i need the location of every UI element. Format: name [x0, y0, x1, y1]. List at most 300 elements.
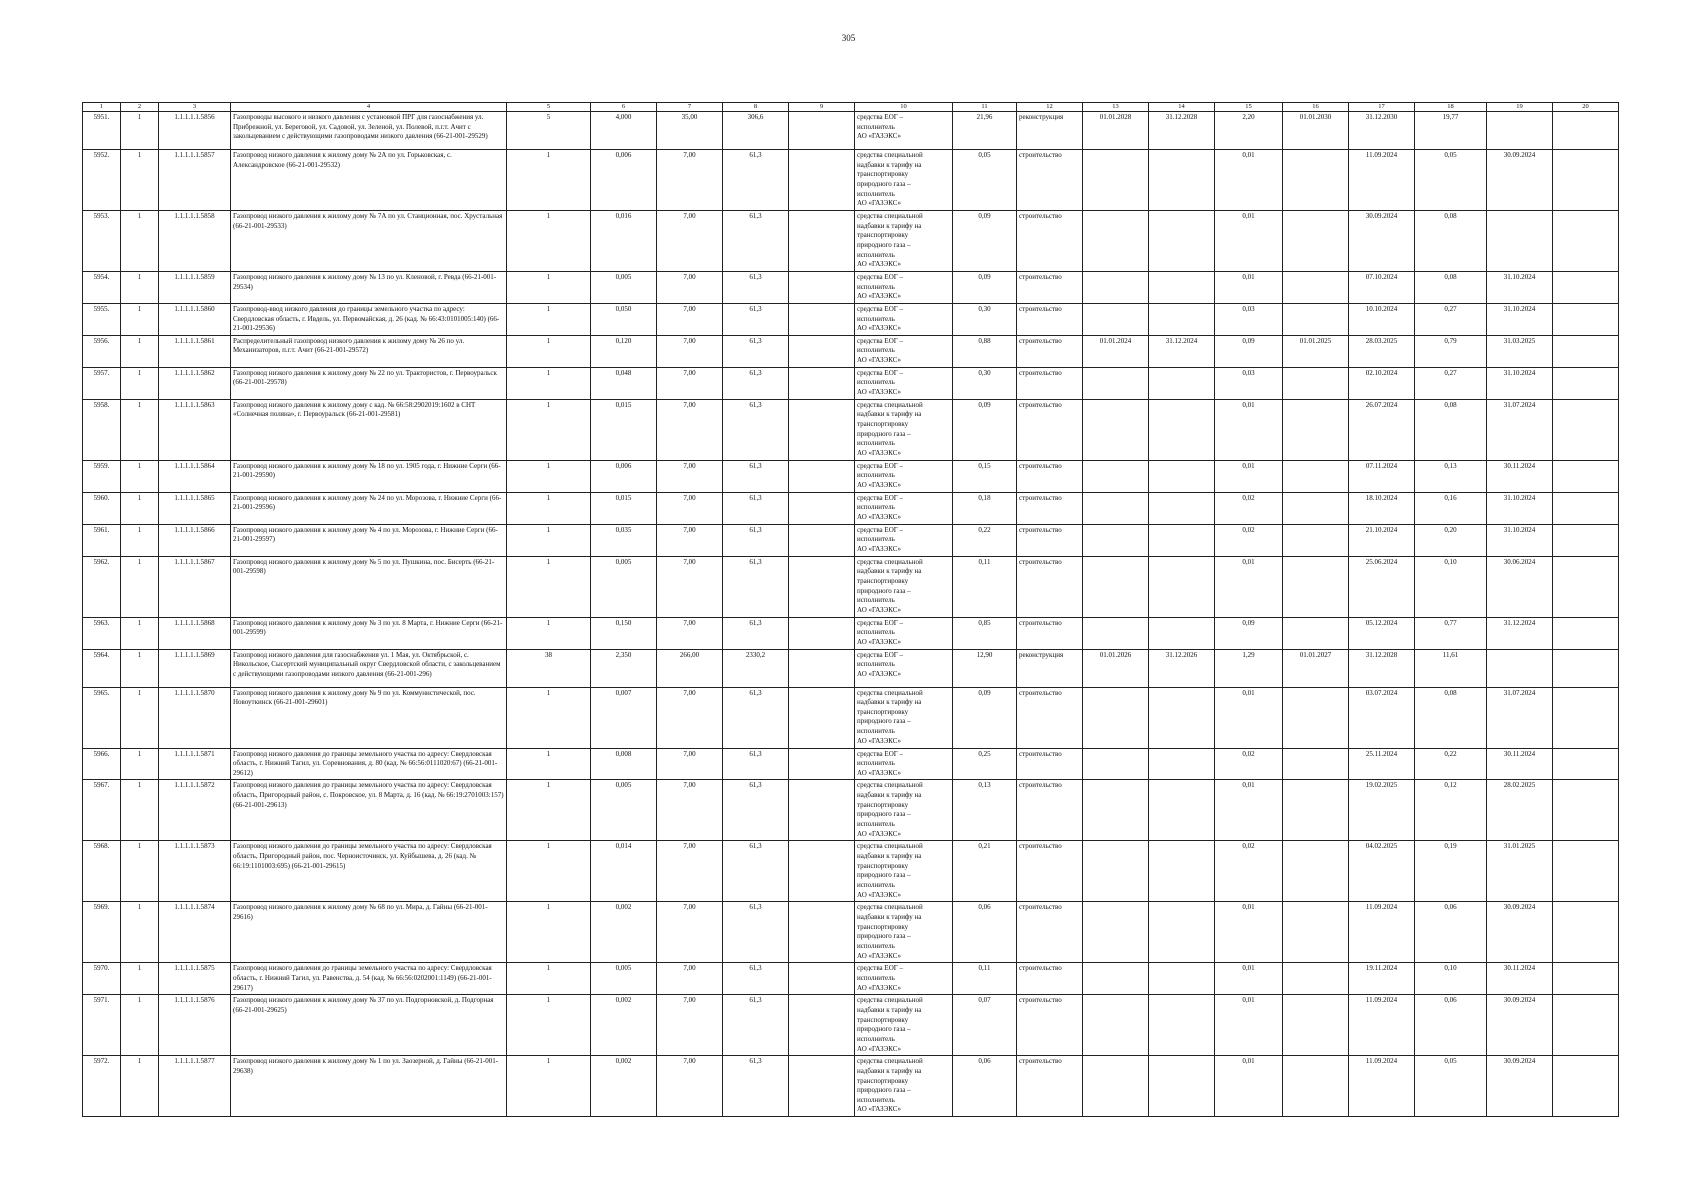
cell-value-col-9: [789, 963, 855, 995]
cell-cost-design: 0,01: [1215, 687, 1283, 748]
cell-value-col-9: [789, 210, 855, 271]
cell-row-number: 5957.: [83, 367, 121, 399]
cell-end-date-design: [1149, 995, 1215, 1056]
cell-cost-build: 11,61: [1415, 649, 1487, 687]
cell-cost-build: 0,10: [1415, 963, 1487, 995]
cell-start-date-build: [1283, 995, 1349, 1056]
cell-end-date-build: 11.09.2024: [1349, 995, 1415, 1056]
cell-work-type: строительство: [1017, 902, 1083, 963]
cell-work-type: строительство: [1017, 399, 1083, 460]
cell-cost-total: 0,25: [953, 748, 1017, 780]
cell-funding-source: средства специальной надбавки к тарифу на транспортировку природного газа – исполнитель АО «ГАЗЭКС»: [855, 1056, 953, 1117]
cell-value-col-5: 1: [507, 399, 591, 460]
cell-row-number: 5951.: [83, 112, 121, 150]
cell-object-code: 1.1.1.1.1.5859: [159, 271, 231, 303]
cell-value-col-9: [789, 460, 855, 492]
cell-cost-design: 0,01: [1215, 1056, 1283, 1117]
cell-funding-source: средства специальной надбавки к тарифу на транспортировку природного газа – исполнитель АО «ГАЗЭКС»: [855, 556, 953, 617]
cell-group-number: 1: [121, 649, 159, 687]
cell-cost-total: 0,13: [953, 780, 1017, 841]
cell-object-code: 1.1.1.1.1.5874: [159, 902, 231, 963]
cell-cost-total: 0,11: [953, 556, 1017, 617]
cell-group-number: 1: [121, 617, 159, 649]
cell-end-date-design: [1149, 271, 1215, 303]
column-number: 14: [1149, 103, 1215, 112]
cell-row-number: 5961.: [83, 524, 121, 556]
cell-value-col-7: 7,00: [657, 335, 723, 367]
cell-funding-source: средства специальной надбавки к тарифу на транспортировку природного газа – исполнитель АО «ГАЗЭКС»: [855, 150, 953, 211]
cell-cost-total: 0,06: [953, 1056, 1017, 1117]
cell-cost-design: 0,03: [1215, 367, 1283, 399]
cell-row-number: 5966.: [83, 748, 121, 780]
cell-object-description: Газопровод низкого давления к жилому дому № 5 по ул. Пушкина, пос. Бисерть (66-21-001-29598): [231, 556, 507, 617]
cell-commissioning-date: [1487, 210, 1553, 271]
cell-work-type: строительство: [1017, 617, 1083, 649]
cell-value-col-8: 61,3: [723, 210, 789, 271]
cell-value-col-20: [1553, 902, 1619, 963]
cell-value-col-8: 61,3: [723, 687, 789, 748]
cell-funding-source: средства ЕОГ – исполнитель АО «ГАЗЭКС»: [855, 748, 953, 780]
cell-cost-total: 0,88: [953, 335, 1017, 367]
cell-object-description: Газопровод низкого давления к жилому дому № 13 по ул. Кленовой, г. Ревда (66-21-001-29534): [231, 271, 507, 303]
cell-value-col-8: 61,3: [723, 841, 789, 902]
cell-cost-build: 0,27: [1415, 367, 1487, 399]
column-number: 18: [1415, 103, 1487, 112]
cell-end-date-build: 31.12.2030: [1349, 112, 1415, 150]
cell-row-number: 5972.: [83, 1056, 121, 1117]
cell-value-col-5: 38: [507, 649, 591, 687]
cell-start-date-design: 01.01.2024: [1083, 335, 1149, 367]
cell-cost-build: 0,27: [1415, 303, 1487, 335]
cell-value-col-7: 7,00: [657, 748, 723, 780]
cell-commissioning-date: 31.10.2024: [1487, 492, 1553, 524]
cell-value-col-7: 35,00: [657, 112, 723, 150]
cell-commissioning-date: 30.09.2024: [1487, 995, 1553, 1056]
cell-row-number: 5968.: [83, 841, 121, 902]
cell-end-date-design: [1149, 1056, 1215, 1117]
cell-value-col-9: [789, 649, 855, 687]
cell-group-number: 1: [121, 687, 159, 748]
cell-funding-source: средства ЕОГ – исполнитель АО «ГАЗЭКС»: [855, 335, 953, 367]
cell-value-col-8: 61,3: [723, 963, 789, 995]
cell-object-code: 1.1.1.1.1.5876: [159, 995, 231, 1056]
cell-length-km: 0,005: [591, 780, 657, 841]
cell-value-col-9: [789, 112, 855, 150]
table-row: [83, 995, 1619, 1056]
cell-funding-source: средства ЕОГ – исполнитель АО «ГАЗЭКС»: [855, 649, 953, 687]
cell-start-date-build: [1283, 556, 1349, 617]
cell-value-col-9: [789, 748, 855, 780]
cell-end-date-build: 07.10.2024: [1349, 271, 1415, 303]
cell-work-type: строительство: [1017, 841, 1083, 902]
cell-cost-design: 0,02: [1215, 524, 1283, 556]
cell-end-date-design: 31.12.2028: [1149, 112, 1215, 150]
cell-object-code: 1.1.1.1.1.5861: [159, 335, 231, 367]
cell-row-number: 5964.: [83, 649, 121, 687]
cell-value-col-8: 61,3: [723, 303, 789, 335]
cell-cost-design: 0,02: [1215, 841, 1283, 902]
cell-cost-design: 0,09: [1215, 617, 1283, 649]
cell-cost-total: 0,09: [953, 687, 1017, 748]
cell-value-col-8: 61,3: [723, 617, 789, 649]
cell-end-date-build: 11.09.2024: [1349, 902, 1415, 963]
cell-work-type: реконструкция: [1017, 649, 1083, 687]
cell-length-km: 0,050: [591, 303, 657, 335]
cell-value-col-9: [789, 524, 855, 556]
cell-value-col-9: [789, 780, 855, 841]
cell-group-number: 1: [121, 963, 159, 995]
cell-end-date-build: 04.02.2025: [1349, 841, 1415, 902]
cell-value-col-7: 266,00: [657, 649, 723, 687]
cell-length-km: 0,006: [591, 150, 657, 211]
cell-cost-design: 0,01: [1215, 780, 1283, 841]
cell-row-number: 5967.: [83, 780, 121, 841]
cell-end-date-design: [1149, 748, 1215, 780]
cell-start-date-design: [1083, 399, 1149, 460]
cell-funding-source: средства ЕОГ – исполнитель АО «ГАЗЭКС»: [855, 460, 953, 492]
cell-end-date-design: [1149, 210, 1215, 271]
cell-start-date-build: [1283, 210, 1349, 271]
cell-start-date-build: [1283, 460, 1349, 492]
cell-start-date-build: [1283, 492, 1349, 524]
cell-cost-build: 0,12: [1415, 780, 1487, 841]
cell-work-type: строительство: [1017, 210, 1083, 271]
column-number: 19: [1487, 103, 1553, 112]
cell-group-number: 1: [121, 303, 159, 335]
cell-value-col-20: [1553, 780, 1619, 841]
cell-start-date-build: [1283, 748, 1349, 780]
cell-funding-source: средства ЕОГ – исполнитель АО «ГАЗЭКС»: [855, 367, 953, 399]
cell-start-date-build: [1283, 841, 1349, 902]
cell-value-col-9: [789, 303, 855, 335]
cell-commissioning-date: 30.09.2024: [1487, 150, 1553, 211]
cell-value-col-5: 1: [507, 524, 591, 556]
cell-start-date-build: [1283, 150, 1349, 211]
cell-object-code: 1.1.1.1.1.5869: [159, 649, 231, 687]
cell-object-description: Газопровод низкого давления к жилому дому № 4 по ул. Морозова, г. Нижние Серги (66-21-001-29597): [231, 524, 507, 556]
cell-value-col-7: 7,00: [657, 556, 723, 617]
cell-value-col-9: [789, 556, 855, 617]
cell-commissioning-date: 31.10.2024: [1487, 524, 1553, 556]
cell-value-col-5: 1: [507, 1056, 591, 1117]
cell-group-number: 1: [121, 210, 159, 271]
cell-value-col-20: [1553, 556, 1619, 617]
cell-funding-source: средства ЕОГ – исполнитель АО «ГАЗЭКС»: [855, 492, 953, 524]
cell-object-description: Газопровод низкого давления к жилому дому № 9 по ул. Коммунистической, пос. Новоуткинск (66-21-001-29601): [231, 687, 507, 748]
cell-commissioning-date: 30.09.2024: [1487, 1056, 1553, 1117]
cell-object-description: Газопровод низкого давления к жилому дому № 2А по ул. Горьковская, с. Александровское (66-21-001-29532): [231, 150, 507, 211]
cell-start-date-design: [1083, 841, 1149, 902]
cell-end-date-design: [1149, 460, 1215, 492]
cell-value-col-7: 7,00: [657, 1056, 723, 1117]
cell-work-type: строительство: [1017, 150, 1083, 211]
column-number: 4: [231, 103, 507, 112]
cell-commissioning-date: 31.10.2024: [1487, 367, 1553, 399]
cell-start-date-build: [1283, 902, 1349, 963]
cell-start-date-design: [1083, 617, 1149, 649]
cell-value-col-8: 61,3: [723, 399, 789, 460]
table-row: [83, 780, 1619, 841]
cell-object-code: 1.1.1.1.1.5864: [159, 460, 231, 492]
table-body: [83, 112, 1619, 1117]
cell-cost-total: 0,05: [953, 150, 1017, 211]
cell-end-date-build: 07.11.2024: [1349, 460, 1415, 492]
cell-funding-source: средства ЕОГ – исполнитель АО «ГАЗЭКС»: [855, 303, 953, 335]
cell-end-date-design: [1149, 303, 1215, 335]
cell-value-col-5: 1: [507, 210, 591, 271]
cell-value-col-8: 61,3: [723, 367, 789, 399]
table-row: [83, 271, 1619, 303]
cell-value-col-7: 7,00: [657, 902, 723, 963]
cell-end-date-build: 19.02.2025: [1349, 780, 1415, 841]
cell-work-type: строительство: [1017, 271, 1083, 303]
cell-start-date-design: [1083, 150, 1149, 211]
cell-commissioning-date: 31.07.2024: [1487, 687, 1553, 748]
cell-start-date-build: 01.01.2030: [1283, 112, 1349, 150]
cell-work-type: строительство: [1017, 687, 1083, 748]
cell-cost-design: 0,01: [1215, 399, 1283, 460]
cell-value-col-20: [1553, 303, 1619, 335]
cell-end-date-build: 05.12.2024: [1349, 617, 1415, 649]
cell-value-col-5: 1: [507, 460, 591, 492]
table-row: [83, 210, 1619, 271]
cell-value-col-8: 61,3: [723, 271, 789, 303]
cell-object-description: Газопровод низкого давления до границы земельного участка по адресу: Свердловская область, Пригородный район, пос. Черноисточинск, ул. Куйбышева, д. 26 (кад. № 66:19:1101003:695) (66-21-001-29615): [231, 841, 507, 902]
table-row: [83, 963, 1619, 995]
column-number: 10: [855, 103, 953, 112]
cell-value-col-8: 61,3: [723, 335, 789, 367]
cell-object-description: Распределительный газопровод низкого давления к жилому дому № 26 по ул. Механизаторов, п.г.т. Ачит (66-21-001-29572): [231, 335, 507, 367]
table-row: [83, 112, 1619, 150]
cell-value-col-5: 1: [507, 367, 591, 399]
cell-object-code: 1.1.1.1.1.5872: [159, 780, 231, 841]
column-number: 20: [1553, 103, 1619, 112]
table-row: [83, 367, 1619, 399]
column-number: 12: [1017, 103, 1083, 112]
cell-object-code: 1.1.1.1.1.5865: [159, 492, 231, 524]
cell-group-number: 1: [121, 367, 159, 399]
table-row: [83, 1056, 1619, 1117]
cell-value-col-20: [1553, 150, 1619, 211]
cell-cost-build: 19,77: [1415, 112, 1487, 150]
cell-object-description: Газопровод низкого давления к жилому дому с кад. № 66:58:2902019:1602 в СНТ «Солнечная поляна», г. Первоуральск (66-21-001-29581): [231, 399, 507, 460]
cell-work-type: реконструкция: [1017, 112, 1083, 150]
cell-end-date-design: [1149, 963, 1215, 995]
cell-end-date-build: 31.12.2028: [1349, 649, 1415, 687]
cell-cost-total: 12,90: [953, 649, 1017, 687]
cell-cost-design: 0,01: [1215, 902, 1283, 963]
cell-value-col-8: 61,3: [723, 150, 789, 211]
cell-value-col-7: 7,00: [657, 617, 723, 649]
cell-object-code: 1.1.1.1.1.5866: [159, 524, 231, 556]
cell-cost-build: 0,10: [1415, 556, 1487, 617]
cell-value-col-5: 1: [507, 687, 591, 748]
cell-object-description: Газопровод низкого давления к жилому дому № 1 по ул. Заозерной, д. Гайны (66-21-001-29638): [231, 1056, 507, 1117]
cell-value-col-7: 7,00: [657, 524, 723, 556]
cell-value-col-7: 7,00: [657, 367, 723, 399]
cell-commissioning-date: 30.06.2024: [1487, 556, 1553, 617]
cell-start-date-design: [1083, 524, 1149, 556]
cell-value-col-8: 2330,2: [723, 649, 789, 687]
cell-value-col-20: [1553, 687, 1619, 748]
cell-value-col-8: 61,3: [723, 524, 789, 556]
cell-row-number: 5962.: [83, 556, 121, 617]
cell-start-date-design: [1083, 963, 1149, 995]
cell-work-type: строительство: [1017, 748, 1083, 780]
cell-cost-build: 0,77: [1415, 617, 1487, 649]
cell-end-date-build: 30.09.2024: [1349, 210, 1415, 271]
cell-value-col-8: 61,3: [723, 492, 789, 524]
cell-cost-build: 0,79: [1415, 335, 1487, 367]
cell-value-col-7: 7,00: [657, 399, 723, 460]
table-row: [83, 649, 1619, 687]
cell-value-col-20: [1553, 492, 1619, 524]
cell-cost-design: 0,01: [1215, 556, 1283, 617]
cell-start-date-design: [1083, 687, 1149, 748]
cell-cost-design: 0,02: [1215, 492, 1283, 524]
cell-funding-source: средства ЕОГ – исполнитель АО «ГАЗЭКС»: [855, 112, 953, 150]
cell-group-number: 1: [121, 399, 159, 460]
cell-group-number: 1: [121, 556, 159, 617]
cell-length-km: 4,000: [591, 112, 657, 150]
cell-start-date-design: [1083, 748, 1149, 780]
cell-object-code: 1.1.1.1.1.5870: [159, 687, 231, 748]
cell-value-col-5: 1: [507, 617, 591, 649]
cell-group-number: 1: [121, 524, 159, 556]
cell-value-col-5: 1: [507, 492, 591, 524]
cell-value-col-7: 7,00: [657, 210, 723, 271]
cell-object-description: Газопровод низкого давления к жилому дому № 7А по ул. Станционная, пос. Хрустальная (66-21-001-29533): [231, 210, 507, 271]
cell-work-type: строительство: [1017, 963, 1083, 995]
cell-value-col-8: 61,3: [723, 460, 789, 492]
cell-row-number: 5969.: [83, 902, 121, 963]
cell-length-km: 0,015: [591, 399, 657, 460]
cell-group-number: 1: [121, 902, 159, 963]
cell-cost-build: 0,08: [1415, 271, 1487, 303]
cell-value-col-9: [789, 617, 855, 649]
cell-object-description: Газопроводы высокого и низкого давления с установкой ПРГ для газоснабжения ул. Прибрежной, ул. Береговой, ул. Садовой, ул. Зеленой, ул. Полевой, п.г.т. Ачит с закольцеванием с действующими газопроводами низкого давления (66-21-001-29529): [231, 112, 507, 150]
cell-commissioning-date: 30.09.2024: [1487, 902, 1553, 963]
cell-cost-total: 0,21: [953, 841, 1017, 902]
cell-value-col-20: [1553, 1056, 1619, 1117]
cell-row-number: 5959.: [83, 460, 121, 492]
cell-commissioning-date: 31.10.2024: [1487, 271, 1553, 303]
cell-object-code: 1.1.1.1.1.5867: [159, 556, 231, 617]
cell-end-date-build: 18.10.2024: [1349, 492, 1415, 524]
cell-value-col-20: [1553, 841, 1619, 902]
cell-value-col-9: [789, 150, 855, 211]
cell-value-col-20: [1553, 210, 1619, 271]
cell-end-date-design: [1149, 492, 1215, 524]
cell-end-date-design: 31.12.2026: [1149, 649, 1215, 687]
cell-value-col-7: 7,00: [657, 303, 723, 335]
table-row: [83, 556, 1619, 617]
cell-value-col-20: [1553, 367, 1619, 399]
cell-object-code: 1.1.1.1.1.5858: [159, 210, 231, 271]
cell-commissioning-date: 30.11.2024: [1487, 748, 1553, 780]
cell-work-type: строительство: [1017, 1056, 1083, 1117]
table-row: [83, 150, 1619, 211]
cell-funding-source: средства специальной надбавки к тарифу на транспортировку природного газа – исполнитель АО «ГАЗЭКС»: [855, 687, 953, 748]
cell-length-km: 0,006: [591, 460, 657, 492]
cell-work-type: строительство: [1017, 995, 1083, 1056]
cell-group-number: 1: [121, 271, 159, 303]
cell-row-number: 5954.: [83, 271, 121, 303]
cell-value-col-5: 1: [507, 748, 591, 780]
cell-length-km: 2,350: [591, 649, 657, 687]
cell-value-col-5: 1: [507, 335, 591, 367]
cell-group-number: 1: [121, 492, 159, 524]
cell-cost-total: 0,30: [953, 303, 1017, 335]
cell-group-number: 1: [121, 150, 159, 211]
cell-group-number: 1: [121, 995, 159, 1056]
cell-length-km: 0,008: [591, 748, 657, 780]
cell-cost-total: 0,11: [953, 963, 1017, 995]
cell-work-type: строительство: [1017, 556, 1083, 617]
cell-value-col-7: 7,00: [657, 687, 723, 748]
cell-commissioning-date: 31.12.2024: [1487, 617, 1553, 649]
cell-start-date-design: [1083, 492, 1149, 524]
column-number: 2: [121, 103, 159, 112]
cell-object-description: Газопровод низкого давления до границы земельного участка по адресу: Свердловская область, г. Нижний Тагил, ул. Равенства, д. 54 (кад. № 66:56:0202001:1149) (66-21-001-29617): [231, 963, 507, 995]
cell-start-date-build: [1283, 963, 1349, 995]
cell-end-date-build: 21.10.2024: [1349, 524, 1415, 556]
table-row: [83, 492, 1619, 524]
cell-start-date-build: 01.01.2025: [1283, 335, 1349, 367]
cell-value-col-9: [789, 841, 855, 902]
cell-cost-build: 0,06: [1415, 902, 1487, 963]
cell-value-col-5: 1: [507, 271, 591, 303]
cell-value-col-9: [789, 687, 855, 748]
cell-end-date-build: 19.11.2024: [1349, 963, 1415, 995]
cell-cost-build: 0,13: [1415, 460, 1487, 492]
cell-object-description: Газопровод низкого давления к жилому дому № 18 по ул. 1905 года, г. Нижние Серги (66-21-001-29590): [231, 460, 507, 492]
cell-cost-design: 0,01: [1215, 150, 1283, 211]
cell-object-code: 1.1.1.1.1.5860: [159, 303, 231, 335]
cell-work-type: строительство: [1017, 367, 1083, 399]
cell-cost-total: 0,18: [953, 492, 1017, 524]
cell-end-date-build: 11.09.2024: [1349, 1056, 1415, 1117]
cell-object-description: Газопровод-ввод низкого давления до границы земельного участка по адресу: Свердловская область, г. Ивдель, ул. Первомайская, д. 26 (кад. № 66:43:0101005:140) (66-21-001-29536): [231, 303, 507, 335]
cell-value-col-20: [1553, 399, 1619, 460]
cell-object-description: Газопровод низкого давления к жилому дому № 3 по ул. 8 Марта, г. Нижние Серги (66-21-001-29599): [231, 617, 507, 649]
cell-value-col-9: [789, 1056, 855, 1117]
cell-end-date-design: [1149, 841, 1215, 902]
cell-value-col-7: 7,00: [657, 460, 723, 492]
column-number: 3: [159, 103, 231, 112]
cell-start-date-build: [1283, 271, 1349, 303]
cell-end-date-build: 11.09.2024: [1349, 150, 1415, 211]
cell-end-date-design: 31.12.2024: [1149, 335, 1215, 367]
cell-start-date-design: [1083, 460, 1149, 492]
cell-funding-source: средства ЕОГ – исполнитель АО «ГАЗЭКС»: [855, 524, 953, 556]
cell-cost-total: 0,06: [953, 902, 1017, 963]
cell-object-code: 1.1.1.1.1.5856: [159, 112, 231, 150]
cell-group-number: 1: [121, 335, 159, 367]
cell-object-code: 1.1.1.1.1.5857: [159, 150, 231, 211]
table-row: [83, 748, 1619, 780]
column-number: 11: [953, 103, 1017, 112]
cell-group-number: 1: [121, 460, 159, 492]
cell-end-date-design: [1149, 367, 1215, 399]
cell-value-col-9: [789, 492, 855, 524]
cell-cost-total: 0,09: [953, 210, 1017, 271]
cell-cost-total: 21,96: [953, 112, 1017, 150]
cell-start-date-design: [1083, 271, 1149, 303]
cell-value-col-5: 1: [507, 902, 591, 963]
table-row: [83, 460, 1619, 492]
cell-cost-design: 0,01: [1215, 460, 1283, 492]
